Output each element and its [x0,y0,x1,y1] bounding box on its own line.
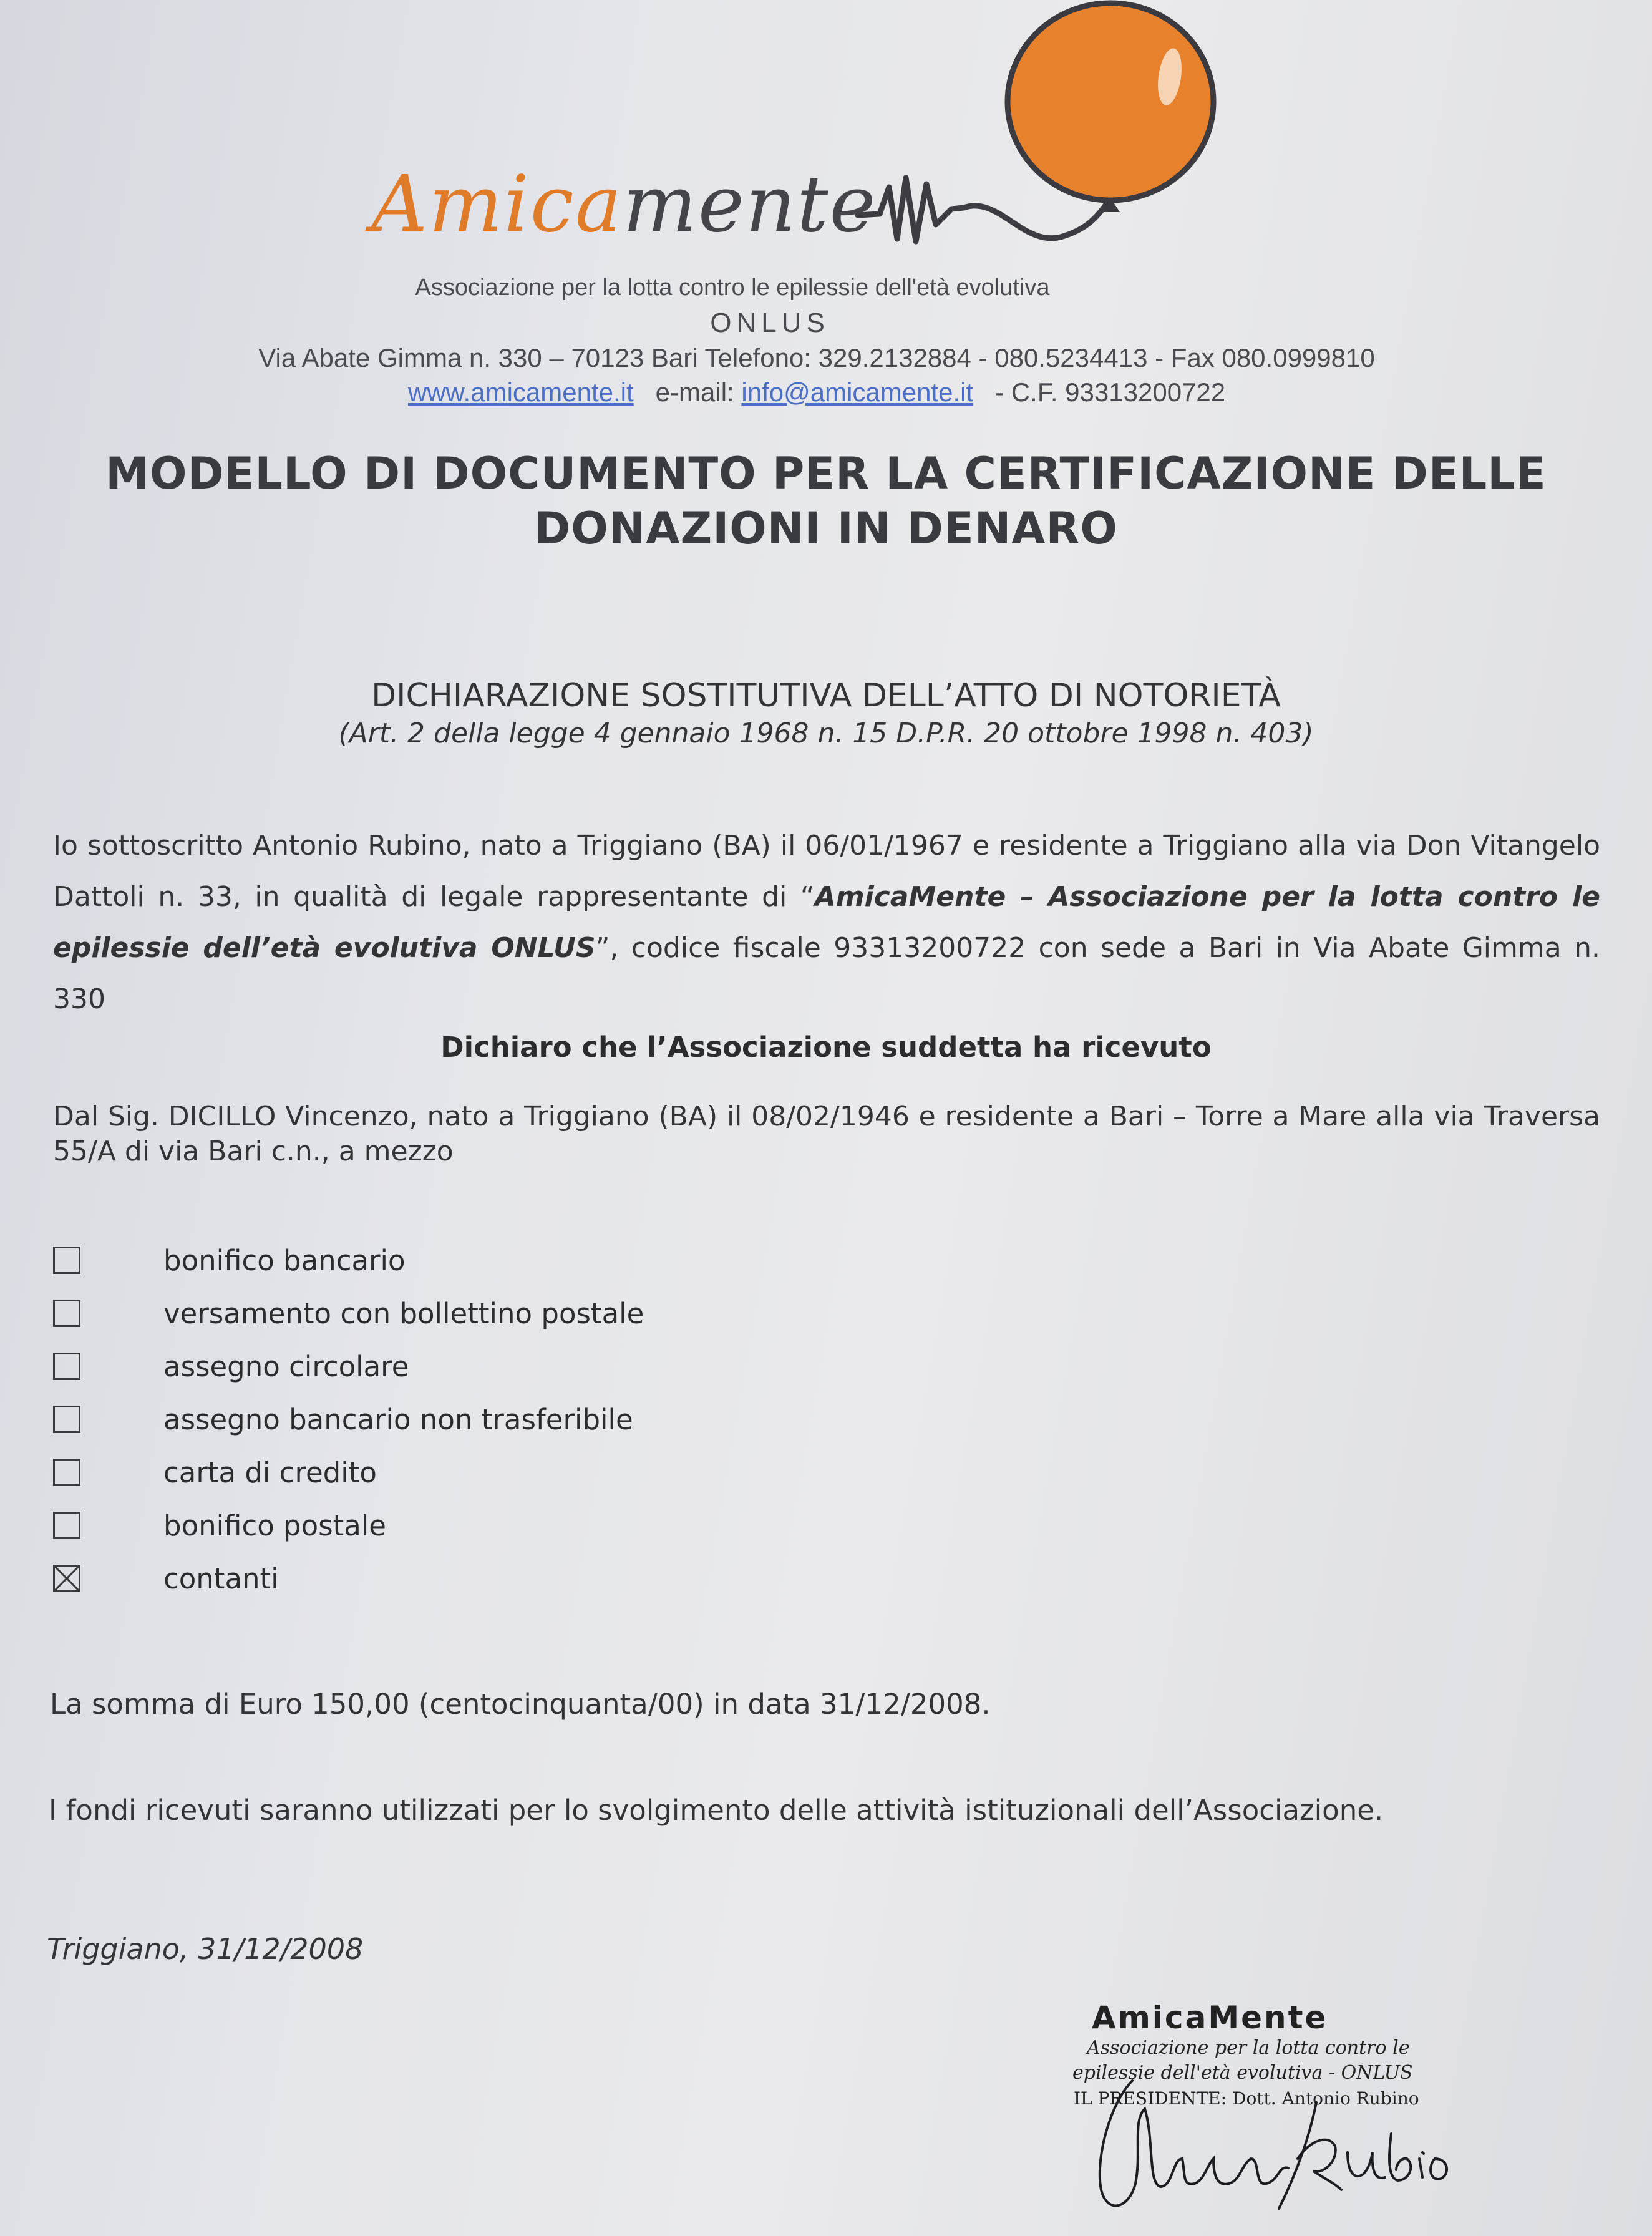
stamp-line-1: Associazione per la lotta contro le [1087,2037,1410,2059]
payment-option-bollettino-postale[interactable] [53,1295,644,1332]
declaration-heading: Dichiaro che l’Associazione suddetta ha ricevuto [440,1031,1212,1064]
tagline: Associazione per la lotta contro le epilessie dell'età evolutiva [415,275,1050,301]
payment-option-label: versamento con bollettino postale [163,1296,644,1330]
donor-paragraph: Dal Sig. DICILLO Vincenzo, nato a Triggiano (BA) il 08/02/1946 e residente a Bari – Torre a Mare alla via Traversa 55/A di via Bari c.n., a mezzo [53,1101,1600,1167]
logo-wordmark: Amicamente [371,159,877,250]
payment-option-label: contanti [163,1562,279,1595]
address-line: Via Abate Gimma n. 330 – 70123 Bari Telefono: 329.2132884 - 080.5234413 - Fax 080.0999810 [258,343,1375,372]
title-line-1: MODELLO DI DOCUMENTO PER LA CERTIFICAZIONE DELLE [105,448,1547,499]
stamp-line-2: epilessie dell'età evolutiva - ONLUS [1072,2062,1413,2084]
amount-line: La somma di Euro 150,00 (centocinquanta/00) in data 31/12/2008. [50,1688,991,1721]
payment-option-label: carta di credito [163,1456,377,1489]
payment-option-bonifico-bancario[interactable] [53,1242,406,1279]
stamp-name: AmicaMente [1092,2000,1328,2036]
payment-option-assegno-circolare[interactable] [53,1348,409,1385]
checkbox[interactable] [53,1512,80,1539]
subtitle: DICHIARAZIONE SOSTITUTIVA DELL’ATTO DI NOTORIETÀ [371,677,1281,714]
checkbox[interactable] [53,1406,80,1433]
funds-usage-line: I fondi ricevuti saranno utilizzati per lo svolgimento delle attività istituzionali dell’Associazione. [49,1794,1384,1827]
payment-option-carta-di-credito[interactable] [53,1454,377,1491]
title-line-2: DONAZIONI IN DENARO [534,503,1118,554]
handwritten-signature [1073,2065,1460,2227]
payment-option-contanti[interactable] [53,1560,279,1597]
email-label: e-mail: [655,377,734,407]
checkbox[interactable] [53,1247,80,1274]
document-title [62,446,1590,556]
email-link[interactable]: info@amicamente.it [741,377,974,407]
fiscal-code: - C.F. 93313200722 [995,377,1226,407]
website-link[interactable]: www.amicamente.it [407,377,634,407]
declarant-paragraph: Io sottoscritto Antonio Rubino, nato a Triggiano (BA) il 06/01/1967 e residente a Triggiano alla via Don Vitangelo Dattoli n. 33, in qualità di legale rappresentante di “AmicaMente – Associazione per la lotta contro le epilessie dell’età evolutiva ONLUS”, codice fiscale 93313200722 con sede a Bari in Via Abate Gimma n. 330 [53,830,1601,1015]
checkbox[interactable] [53,1459,80,1486]
place-and-date: Triggiano, 31/12/2008 [47,1932,364,1966]
checkbox[interactable] [53,1565,80,1592]
checkbox[interactable] [53,1300,80,1327]
law-reference: (Art. 2 della legge 4 gennaio 1968 n. 15 D.P.R. 20 ottobre 1998 n. 403) [338,717,1314,749]
payment-option-label: assegno circolare [163,1349,409,1383]
payment-option-label: bonifico postale [163,1509,386,1542]
payment-option-label: bonifico bancario [163,1243,406,1277]
contact-line [0,377,1652,407]
onlus-label: ONLUS [710,308,830,338]
stamp-president-line: IL PRESIDENTE: Dott. Antonio Rubino [1074,2088,1419,2109]
organization-name: AmicaMente – Associazione per la lotta contro le epilessie dell’età evolutiva ONLUS [53,881,1601,964]
checkbox[interactable] [53,1353,80,1380]
payment-option-bonifico-postale[interactable] [53,1507,386,1544]
payment-option-assegno-bancario[interactable] [53,1401,633,1438]
payment-option-label: assegno bancario non trasferibile [163,1402,633,1436]
